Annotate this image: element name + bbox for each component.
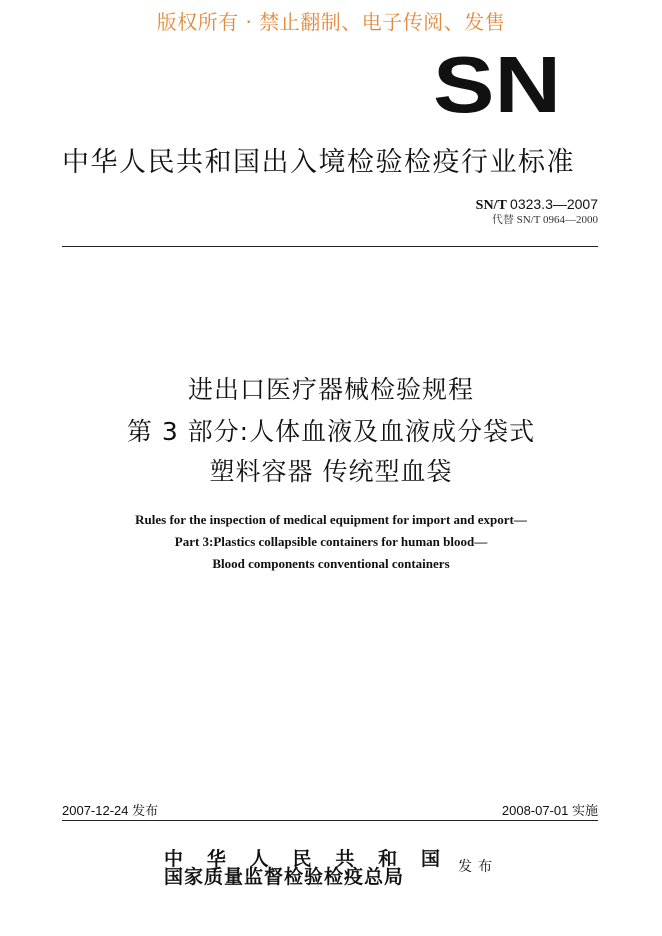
title-en-line2: Part 3:Plastics collapsible containers for human blood— — [174, 534, 488, 549]
title-cn-line3: 塑料容器 传统型血袋 — [209, 457, 453, 486]
issuer-agency: 国家质量监督检验检疫总局 — [164, 866, 405, 888]
svg-text:SN: SN — [433, 52, 561, 116]
title-cn-line1: 进出口医疗器械检验规程 — [187, 375, 474, 404]
copyright-watermark: 版权所有 · 禁止翻制、电子传阅、发售 — [156, 10, 506, 34]
bottom-divider — [62, 820, 598, 821]
title-cn-line2: 第 3 部分:人体血液及血液成分袋式 — [126, 417, 536, 446]
issuer-country: 中 华 人 民 共 和 国 — [164, 848, 442, 870]
issue-date: 2007-12-24 发布 — [62, 803, 159, 818]
industry-standard-title: 中华人民共和国出入境检验检疫行业标准 — [62, 147, 575, 178]
top-divider — [62, 246, 598, 247]
title-en-line3: Blood components conventional containers — [212, 556, 450, 571]
publish-label: 发布 — [458, 859, 498, 875]
sn-logo — [432, 52, 562, 116]
standard-code: 0323.3—2007 — [510, 196, 598, 212]
implementation-date: 2008-07-01 实施 — [501, 803, 598, 818]
standard-prefix: SN/T — [475, 198, 507, 213]
replaces-standard: 代替 SN/T 0964—2000 — [491, 214, 598, 226]
title-en-line1: Rules for the inspection of medical equipment for import and export— — [135, 512, 527, 527]
